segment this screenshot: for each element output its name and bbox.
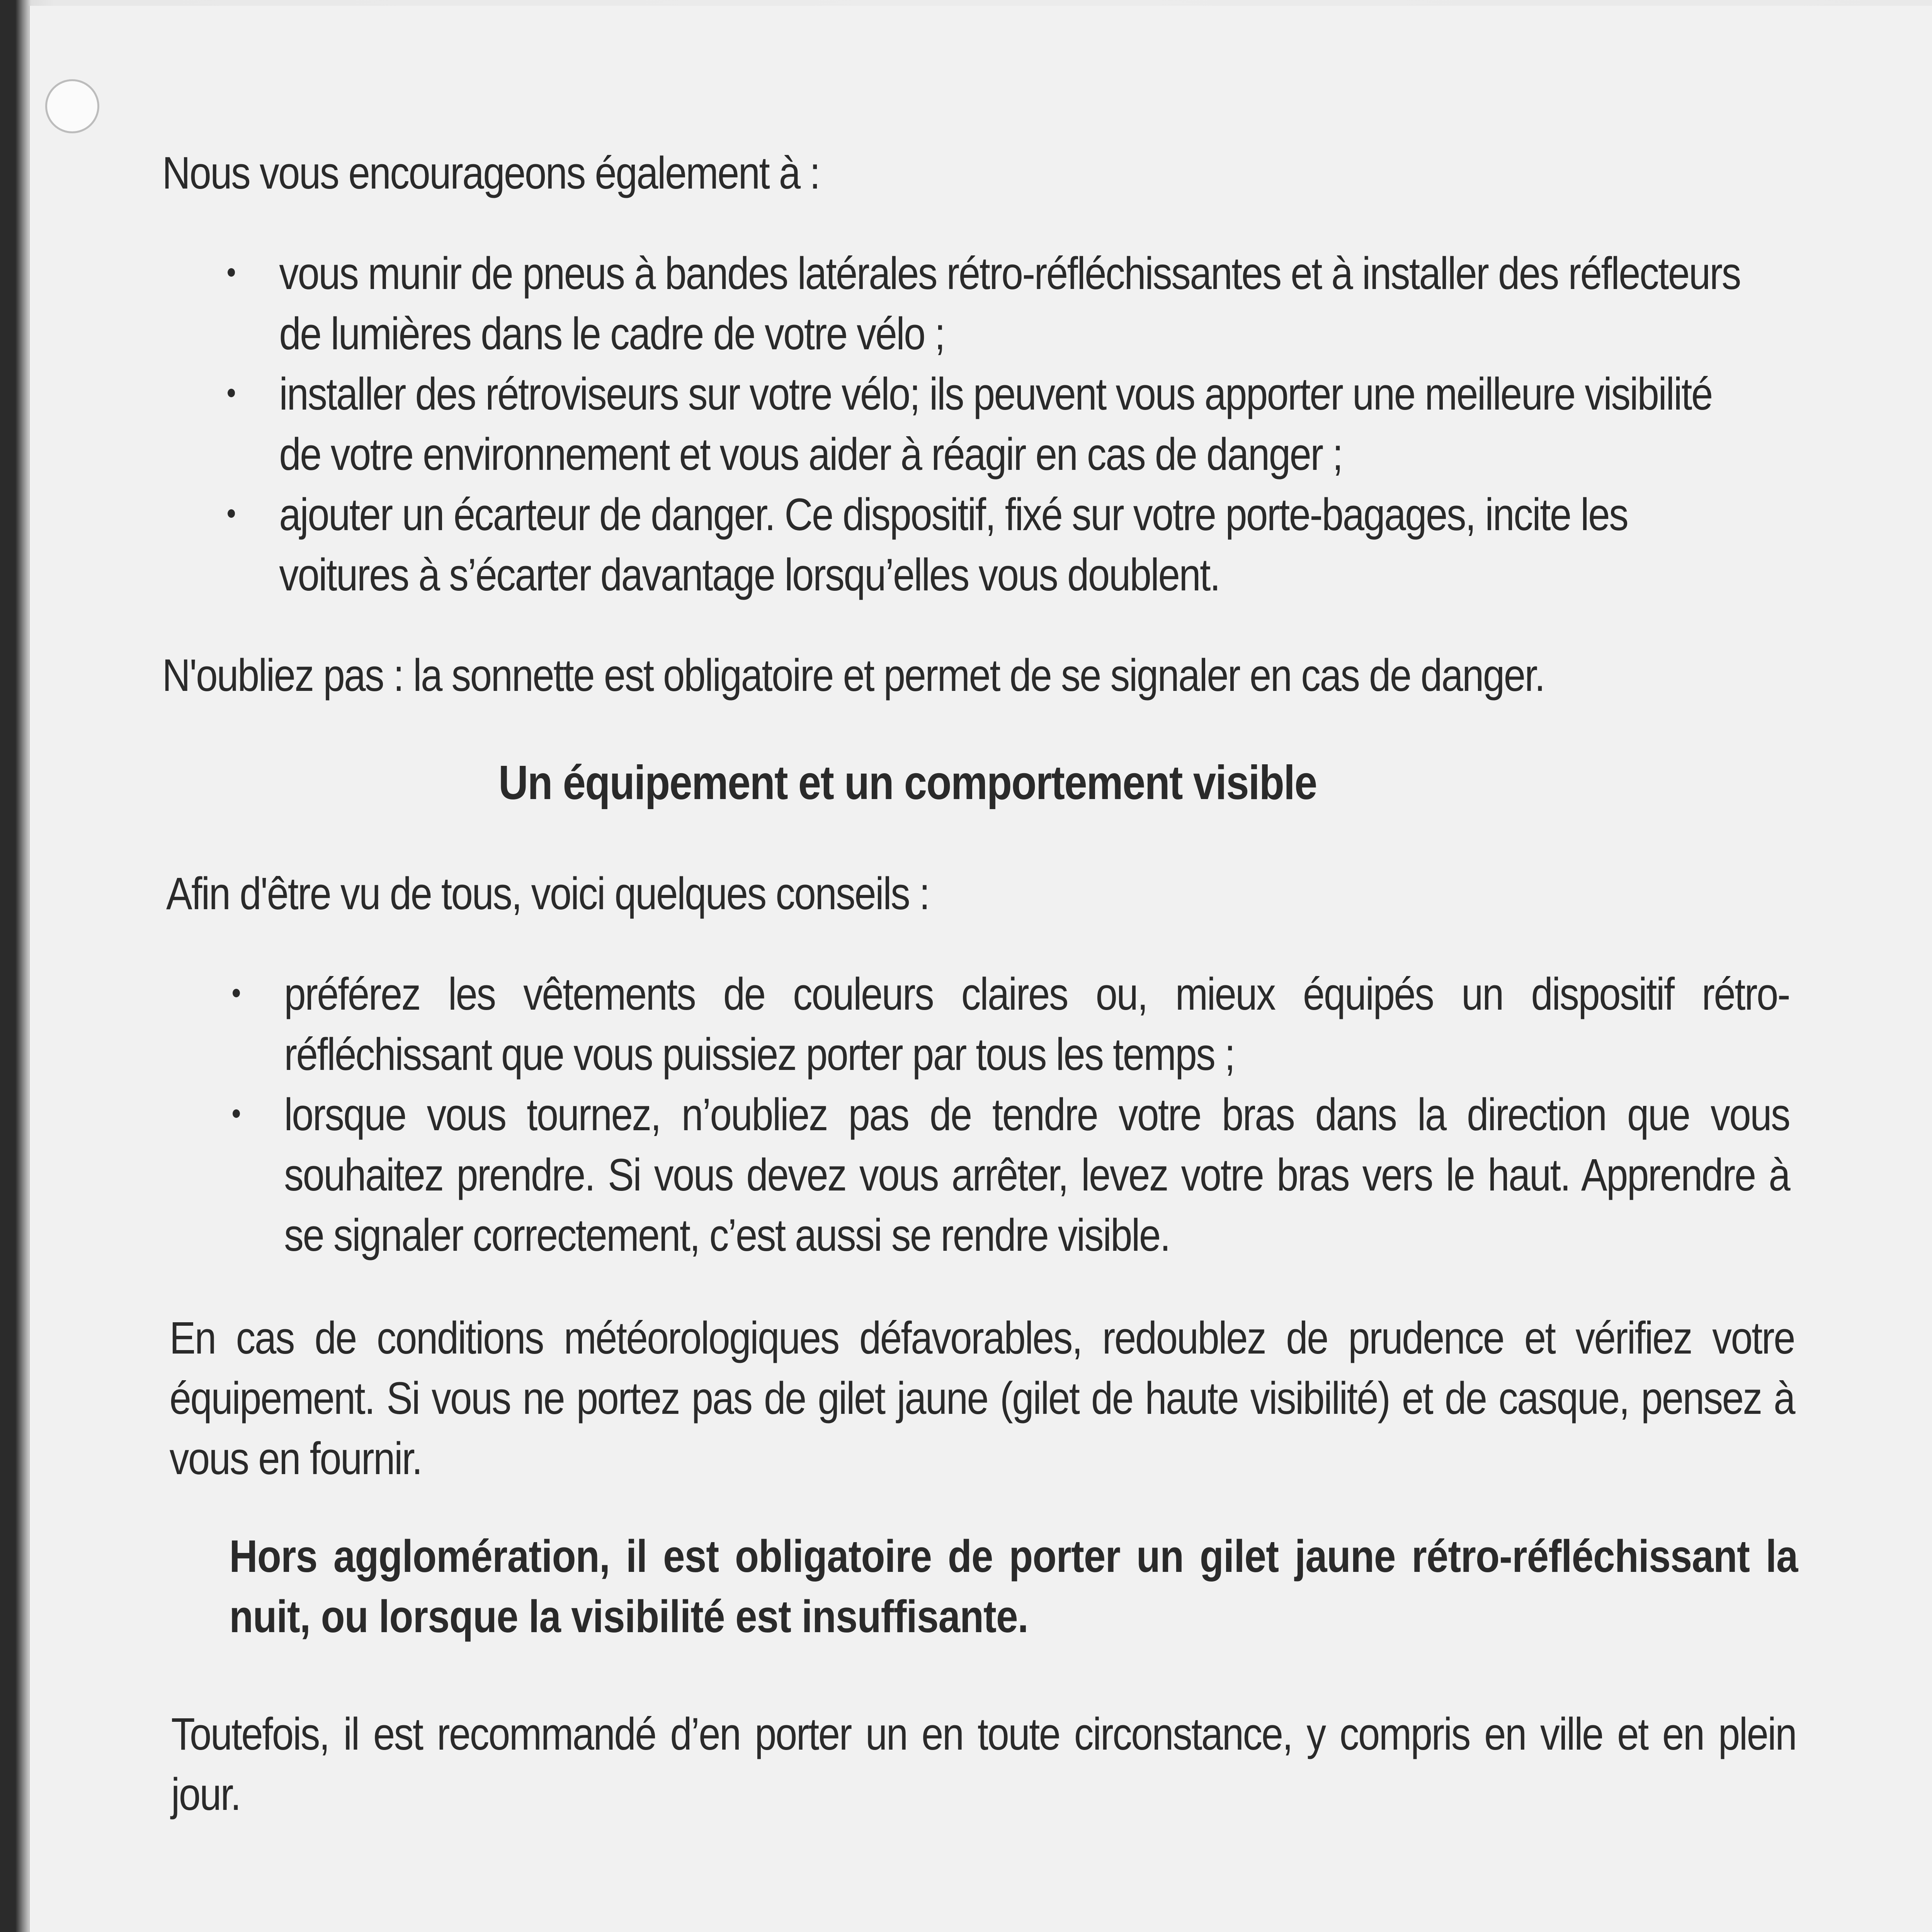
equipment-list: [279, 243, 1748, 605]
advice-list: [284, 964, 1789, 1265]
bullet-icon: [233, 1109, 240, 1118]
weather-paragraph: En cas de conditions météorologiques défavorables, redoublez de prudence et vérifiez votre équipement. Si vous ne portez pas de gilet jaune (gilet de haute visibilité) et de casque, pensez à vous en fournir.: [169, 1313, 1794, 1484]
intro2-paragraph: Afin d'être vu de tous, voici quelques conseils :: [166, 868, 929, 919]
list-item: ajouter un écarteur de danger. Ce dispositif, fixé sur votre porte-bagages, incite les voitures à s’écarter davantage lorsqu’elles vous doublent.: [279, 485, 1748, 605]
list-item: lorsque vous tournez, n’oubliez pas de tendre votre bras dans la direction que vous souhaitez prendre. Si vous devez vous arrêter, levez votre bras vers le haut. Apprendre à se signaler correctement, c’est aussi se rendre visible.: [284, 1085, 1789, 1265]
reminder-paragraph: N'oubliez pas : la sonnette est obligatoire et permet de se signaler en cas de danger.: [162, 650, 1544, 701]
bullet-icon: [233, 989, 240, 997]
bullet-icon: [228, 509, 235, 518]
closing-paragraph: Toutefois, il est recommandé d’en porter un en toute circonstance, y compris en ville et en plein jour.: [171, 1709, 1796, 1820]
bullet-icon: [228, 268, 235, 277]
list-item: préférez les vêtements de couleurs claires ou, mieux équipés un dispositif rétro-réfléchissant que vous puissiez porter par tous les temps ;: [284, 964, 1789, 1085]
punch-hole: [45, 79, 99, 133]
mandatory-rule: Hors agglomération, il est obligatoire de porter un gilet jaune rétro-réfléchissant la nuit, ou lorsque la visibilité est insuffisante.: [229, 1531, 1798, 1642]
bullet-icon: [228, 389, 235, 397]
list-item: vous munir de pneus à bandes latérales rétro-réfléchissantes et à installer des réflecteurs de lumières dans le cadre de votre vélo ;: [279, 243, 1748, 364]
intro-paragraph: Nous vous encourageons également à :: [162, 148, 820, 199]
section-heading: Un équipement et un comportement visible: [498, 756, 1317, 810]
list-item: installer des rétroviseurs sur votre vélo; ils peuvent vous apporter une meilleure visibilité de votre environnement et vous aider à réagir en cas de danger ;: [279, 364, 1748, 485]
